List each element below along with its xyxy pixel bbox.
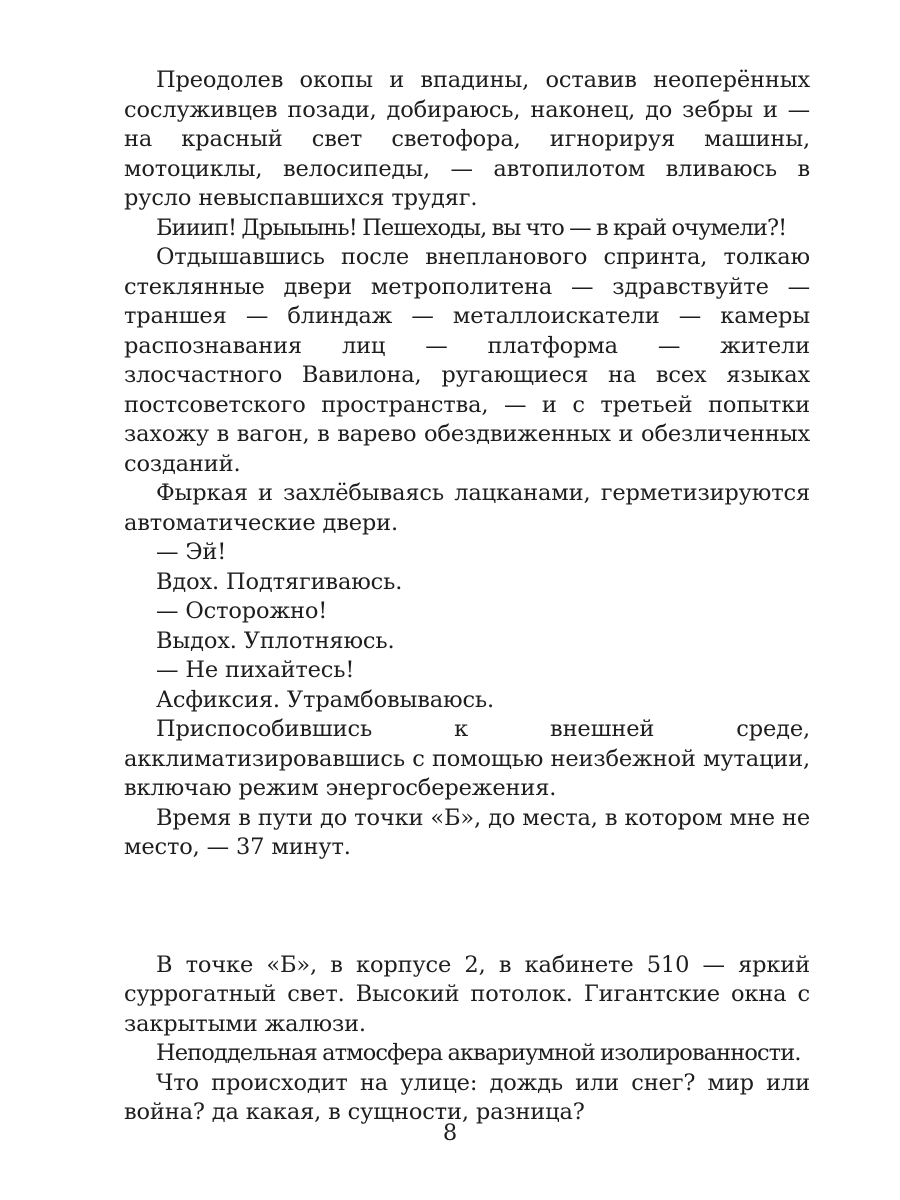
section-1 xyxy=(124,66,810,863)
paragraph: Фыркая и захлёбываясь лацканами, герметизируются автоматические двери. xyxy=(124,480,810,536)
paragraph: Приспособившись к внешней среде, акклиматизировавшись с помощью неизбежной мутации, включаю режим энергосбережения. xyxy=(124,716,810,801)
page-body xyxy=(124,66,810,1128)
paragraph: В точке «Б», в корпусе 2, в кабинете 510 — яркий суррогатный свет. Высокий потолок. Гигантские окна с закрытыми жалюзи. xyxy=(124,951,810,1037)
section-2 xyxy=(124,951,810,1128)
paragraph: Асфиксия. Утрамбовываюсь. xyxy=(156,686,495,713)
page-number: 8 xyxy=(442,1120,458,1146)
dialogue-line: — Эй! xyxy=(156,539,227,565)
paragraph: Преодолев окопы и впадины, оставив неоперённых сослуживцев позади, добираюсь, наконец, до зебры и — на красный свет светофора, игнорируя машины, мотоциклы, велосипеды, — автопилотом вливаюсь в русло невыспавшихся трудяг. xyxy=(124,67,810,211)
dialogue-line: — Не пихайтесь! xyxy=(156,657,355,683)
paragraph: Выдох. Уплотняюсь. xyxy=(156,627,395,654)
paragraph: Вдох. Подтягиваюсь. xyxy=(156,568,403,595)
paragraph: Отдышавшись после внепланового спринта, толкаю стеклянные двери метрополитена — здравствуйте — траншея — блиндаж — металлоискатели — камеры распознавания лиц — платформа — жители злосчастного Вавилона, ругающиеся на всех языках постсоветского пространства, — и с третьей попытки захожу в вагон, в варево обездвиженных и обезличенных созданий. xyxy=(124,244,810,477)
paragraph: Бииип! Дрыыынь! Пешеходы, вы что — в край очумели?! xyxy=(156,214,787,241)
paragraph: Время в пути до точки «Б», до места, в котором мне не место, — 37 минут. xyxy=(124,804,810,860)
dialogue-line: — Осторожно! xyxy=(156,598,328,624)
paragraph: Что происходит на улице: дождь или снег? мир или война? да какая, в сущности, разница? xyxy=(124,1069,810,1125)
section-break xyxy=(124,863,810,951)
paragraph: Неподдельная атмосфера аквариумной изолированности. xyxy=(156,1040,801,1066)
